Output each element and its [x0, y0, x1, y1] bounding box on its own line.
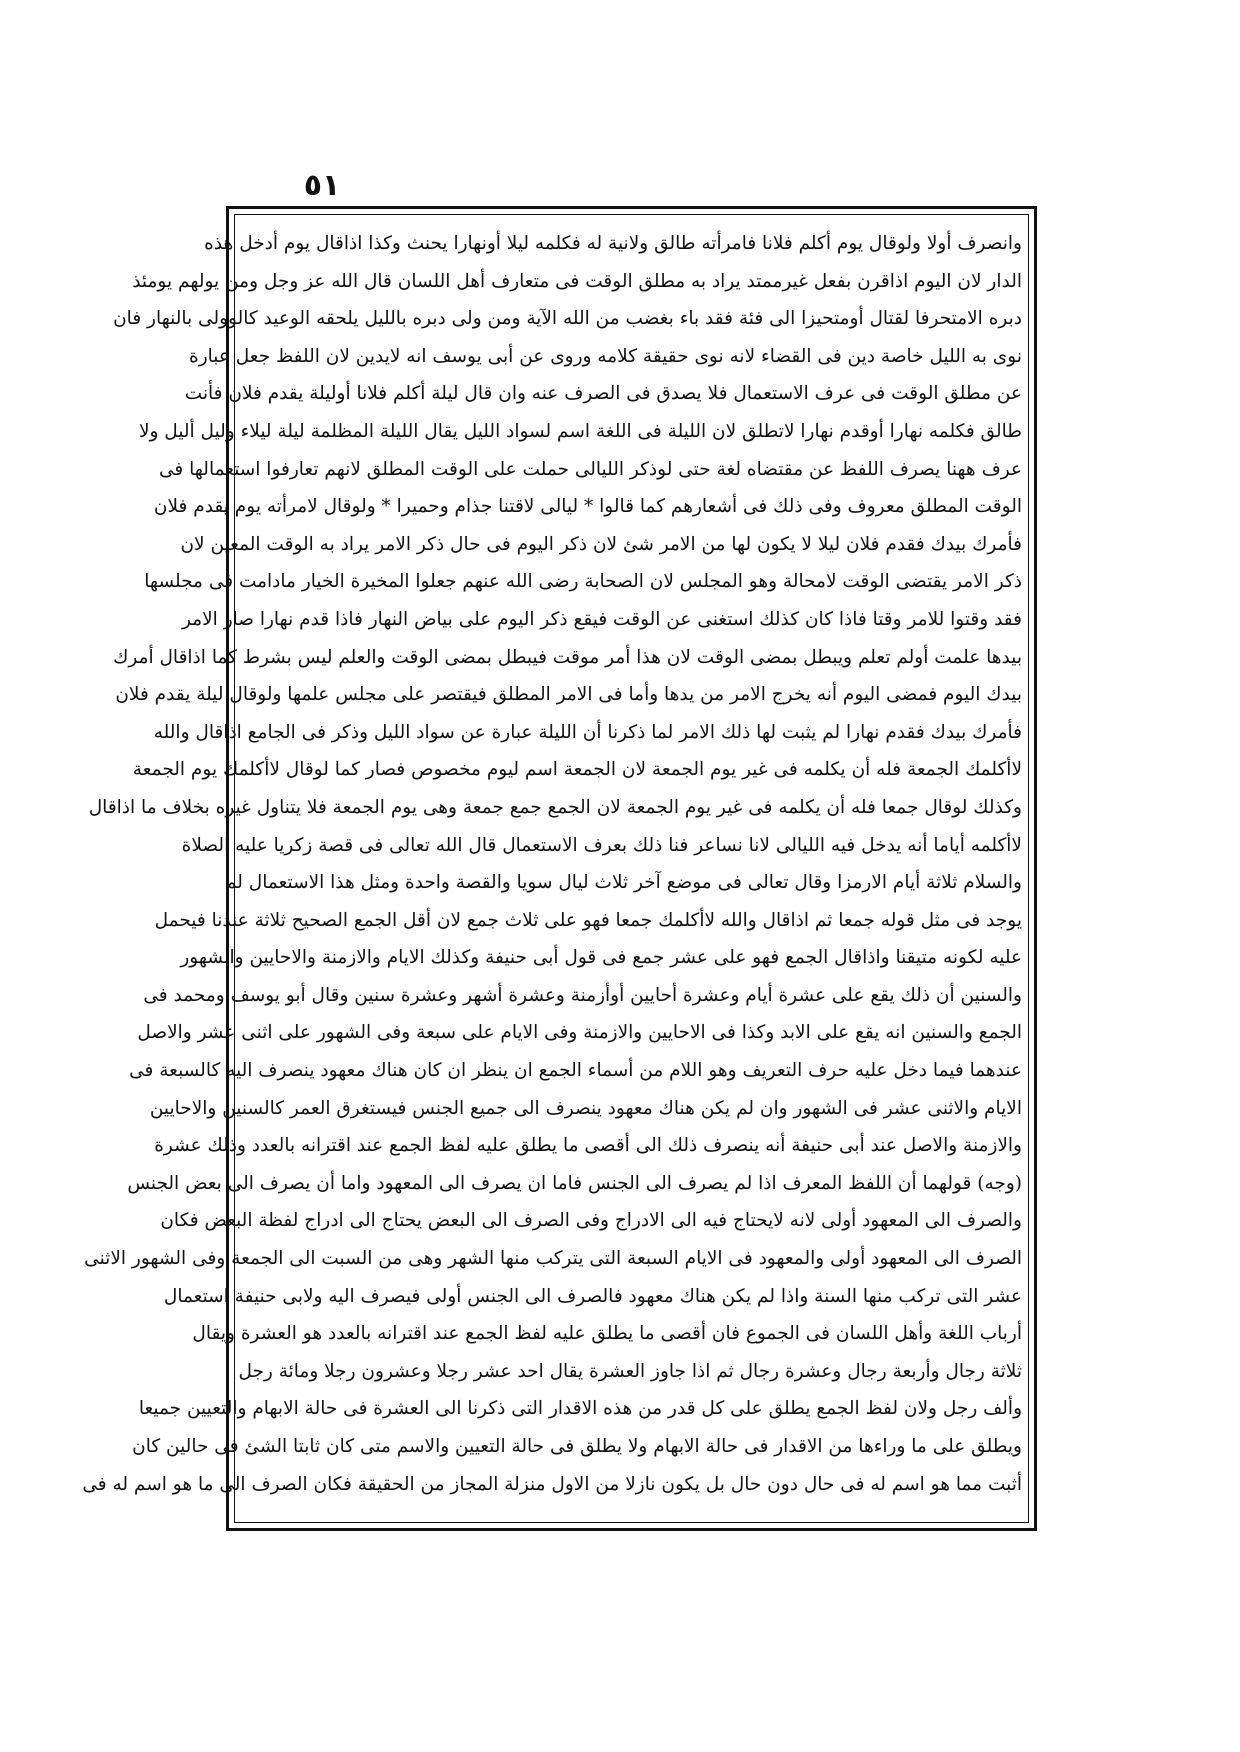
text-line: ثلاثة رجال وأربعة رجال وعشرة رجال ثم اذا جاوز العشرة يقال احد عشر رجلا وعشرون رجلا ومائة رجل — [238, 1360, 1022, 1382]
text-line: أثبت مما هو اسم له فى حال دون حال بل يكون نازلا من الاول منزلة المجاز من الحقيقة فكان الصرف الى ما هو اسم له فى — [82, 1473, 1022, 1495]
text-line: وألف رجل ولان لفظ الجمع يطلق على كل قدر من هذه الاقدار التى ذكرنا الى العشرة فى حالة الابهام والتعيين جميعا — [138, 1398, 1022, 1420]
text-line: نوى به الليل خاصة دين فى القضاء لانه نوى حقيقة كلامه وروى عن أبى يوسف انه لايدين لان اللفظ جعل عبارة — [189, 345, 1022, 367]
text-line: بيدك اليوم فمضى اليوم أنه يخرج الامر من يدها وأما فى الامر المطلق فيقتصر على مجلس علمها ولوقال ليلة يقدم فلان — [115, 684, 1022, 706]
text-line: وكذلك لوقال جمعا فله أن يكلمه فى غير يوم الجمعة لان الجمع جمع جمعة وهى يوم الجمعة فلا يتناول غيره بخلاف ما اذاقال — [88, 796, 1022, 818]
text-line: الوقت المطلق معروف وفى ذلك فى أشعارهم كما قالوا * ليالى لاقتنا جذام وحميرا * ولوقال لامرأته يوم يقدم فلان — [153, 496, 1022, 518]
text-line: دبره الامتحرفا لقتال أومتحيزا الى فئة فقد باء بغضب من الله الآية ومن ولى دبره بالليل يلحقه الوعيد كالوولى بالنهار فان — [113, 308, 1022, 330]
text-line: ذكر الامر يقتضى الوقت لامحالة وهو المجلس لان الصحابة رضى الله عنهم جعلوا المخيرة الخيار مادامت فى مجلسها — [144, 571, 1022, 593]
text-line: الصرف الى المعهود أولى والمعهود فى الايام السبعة التى يتركب منها الشهر وهى من السبت الى الجمعة وفى الشهور الاثنى — [84, 1248, 1022, 1270]
text-line: بيدها علمت أولم تعلم ويبطل بمضى الوقت لان هذا أمر موقت فيبطل بمضى الوقت والعلم ليس بشرط كما اذاقال أمرك — [113, 646, 1022, 668]
text-line: عرف ههنا يصرف اللفظ عن مقتضاه لغة حتى لوذكر الليالى حملت على الوقت المطلق لانهم تعارفوا استعمالها فى — [159, 458, 1022, 480]
text-line: (وجه) قولهما أن اللفظ المعرف اذا لم يصرف الى الجنس فاما ان يصرف الى المعهود واما أن يصرف الى بعض الجنس — [127, 1172, 1022, 1194]
text-line: والسنين أن ذلك يقع على عشرة أيام وعشرة أحايين أوأزمنة وعشرة أشهر وعشرة سنين وقال أبو يوسف ومحمد فى — [143, 984, 1022, 1006]
text-line: والصرف الى المعهود أولى لانه لايحتاج فيه الى الادراج وفى الصرف الى البعض يحتاج الى ادراج لفظة البعض فكان — [160, 1210, 1022, 1232]
page-number: ٥١ — [303, 168, 341, 203]
text-line: فقد وقتوا للامر وقتا فاذا كان كذلك استغنى عن الوقت فيقع ذكر اليوم على بياض النهار فاذا قدم نهارا صار الامر — [182, 608, 1022, 630]
text-line: لاأكلمك الجمعة فله أن يكلمه فى غير يوم الجمعة لان الجمعة اسم ليوم مخصوص فصار كما لوقال لاأكلمك يوم الجمعة — [132, 759, 1022, 781]
text-line: الايام والاثنى عشر فى الشهور وان لم يكن هناك معهود ينصرف الى جميع الجنس فيستغرق العمر كالسنين والاحايين — [149, 1097, 1022, 1119]
text-line: والازمنة والاصل عند أبى حنيفة أنه ينصرف ذلك الى أقصى ما يطلق عليه لفظ الجمع عند اقترانه بالعدد وذلك عشرة — [154, 1135, 1022, 1157]
text-block — [82, 225, 1022, 1516]
text-line: عندهما فيما دخل عليه حرف التعريف وهو اللام من أسماء الجمع ان ينظر ان كان هناك معهود ينصرف اليه كالسبعة فى — [129, 1060, 1022, 1082]
text-line: فأمرك بيدك فقدم فلان ليلا لا يكون لها من الامر شئ لان ذكر اليوم فى حال ذكر الامر يراد به الوقت المعين لان — [180, 533, 1022, 555]
page-frame — [82, 206, 1037, 1531]
text-line: يوجد فى مثل قوله جمعا ثم اذاقال والله لاأكلمك جمعا فهو على ثلاث جمع لان أقل الجمع الصحيح ثلاثة عندنا فيحمل — [154, 909, 1022, 931]
text-line: وانصرف أولا ولوقال يوم أكلم فلانا فامرأته طالق ولانية له فكلمه ليلا أونهارا يحنث وكذا اذاقال يوم أدخل هذه — [204, 233, 1022, 254]
text-line: الجمع والسنين انه يقع على الابد وكذا فى الاحايين والازمنة وفى الايام على سبعة وفى الشهور على اثنى عشر والاصل — [137, 1022, 1022, 1044]
text-line: عليه لكونه متيقنا واذاقال الجمع فهو على عشر جمع فى قول أبى حنيفة وكذلك الايام والازمنة والاحايين والشهور — [180, 947, 1022, 969]
text-line: والسلام ثلاثة أيام الارمزا وقال تعالى فى موضع آخر ثلاث ليال سويا والقصة واحدة ومثل هذا الاستعمال لم — [224, 872, 1022, 894]
text-line: طالق فكلمه نهارا أوقدم نهارا لاتطلق لان الليلة فى اللغة اسم لسواد الليل يقال الليلة المظلمة ليلة ليلاء وليل أليل ولا — [138, 420, 1022, 442]
text-line: لاأكلمه أياما أنه يدخل فيه الليالى لانا نساعر فنا ذلك بعرف الاستعمال قال الله تعالى فى قصة زكريا عليه الصلاة — [181, 834, 1022, 856]
text-line: فأمرك بيدك فقدم نهارا لم يثبت لها ذلك الامر لما ذكرنا أن الليلة عبارة عن سواد الليل وذكر فى الجامع اذاقال والله — [153, 721, 1022, 743]
text-line: ويطلق على ما وراءها من الاقدار فى حالة الابهام ولا يطلق فى حالة التعيين والاسم متى كان ثابتا الشئ فى حالين كان — [132, 1436, 1022, 1457]
text-line: عشر التى تركب منها السنة واذا لم يكن هناك معهود فالصرف الى الجنس أولى فيصرف اليه ولابى حنيفة استعمال — [163, 1285, 1022, 1307]
text-line: الدار لان اليوم اذاقرن بفعل غيرممتد يراد به مطلق الوقت فى متعارف أهل اللسان قال الله عز وجل ومن يولهم يومئذ — [132, 270, 1022, 292]
text-line: أرباب اللغة وأهل اللسان فى الجموع فان أقصى ما يطلق عليه لفظ الجمع عند اقترانه بالعدد هو العشرة ويقال — [192, 1323, 1022, 1345]
text-line: عن مطلق الوقت فى عرف الاستعمال فلا يصدق فى الصرف عنه وان قال ليلة أكلم فلانا أوليلة يقدم فلان فأنت — [184, 383, 1022, 405]
